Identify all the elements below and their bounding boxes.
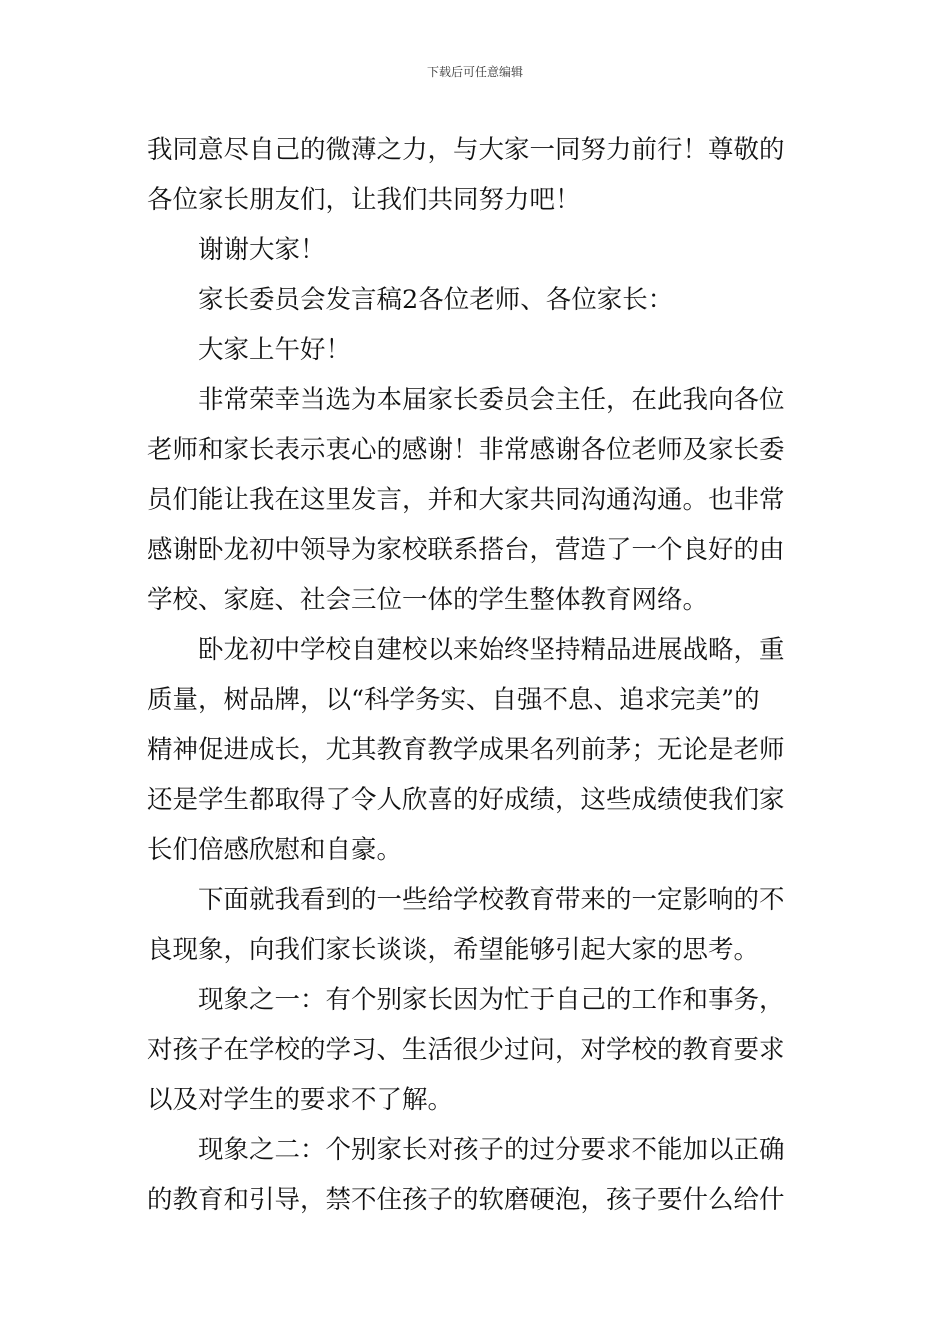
text-line: 卧龙初中学校自建校以来始终坚持精品进展战略，重 bbox=[198, 635, 785, 665]
page-header: 下载后可任意编辑 bbox=[426, 65, 523, 79]
text-line: 现象之二：个别家长对孩子的过分要求不能加以正确 bbox=[198, 1135, 785, 1165]
text-line: 老师和家长表示衷心的感谢！非常感谢各位老师及家长委 bbox=[147, 435, 785, 465]
text-line: 下面就我看到的一些给学校教育带来的一定影响的不 bbox=[198, 885, 785, 915]
text-line: 员们能让我在这里发言，并和大家共同沟通沟通。也非常 bbox=[147, 485, 785, 515]
text-line: 非常荣幸当选为本届家长委员会主任，在此我向各位 bbox=[198, 385, 785, 415]
text-line: 感谢卧龙初中领导为家校联系搭台，营造了一个良好的由 bbox=[147, 535, 785, 565]
text-line: 现象之一：有个别家长因为忙于自己的工作和事务， bbox=[198, 985, 785, 1015]
text-line: 还是学生都取得了令人欣喜的好成绩，这些成绩使我们家 bbox=[147, 785, 785, 815]
text-line: 我同意尽自己的微薄之力，与大家一同努力前行！尊敬的 bbox=[147, 135, 785, 165]
text-line: 大家上午好！ bbox=[198, 335, 352, 365]
text-line: 家长委员会发言稿2各位老师、各位家长： bbox=[198, 285, 674, 315]
text-line: 长们倍感欣慰和自豪。 bbox=[147, 835, 403, 865]
text-line: 质量，树品牌，以“科学务实、自强不息、追求完美”的 bbox=[147, 685, 760, 715]
text-line: 谢谢大家！ bbox=[198, 235, 326, 265]
text-line: 各位家长朋友们，让我们共同努力吧！ bbox=[147, 185, 581, 215]
text-line: 良现象，向我们家长谈谈，希望能够引起大家的思考。 bbox=[147, 935, 760, 965]
text-line: 的教育和引导，禁不住孩子的软磨硬泡，孩子要什么给什 bbox=[147, 1185, 785, 1215]
text-line: 以及对学生的要求不了解。 bbox=[147, 1085, 454, 1115]
text-line: 精神促进成长，尤其教育教学成果名列前茅；无论是老师 bbox=[147, 735, 785, 765]
text-line: 对孩子在学校的学习、生活很少过问，对学校的教育要求 bbox=[147, 1035, 785, 1065]
text-line: 学校、家庭、社会三位一体的学生整体教育网络。 bbox=[147, 585, 709, 615]
document-body bbox=[147, 125, 807, 1225]
